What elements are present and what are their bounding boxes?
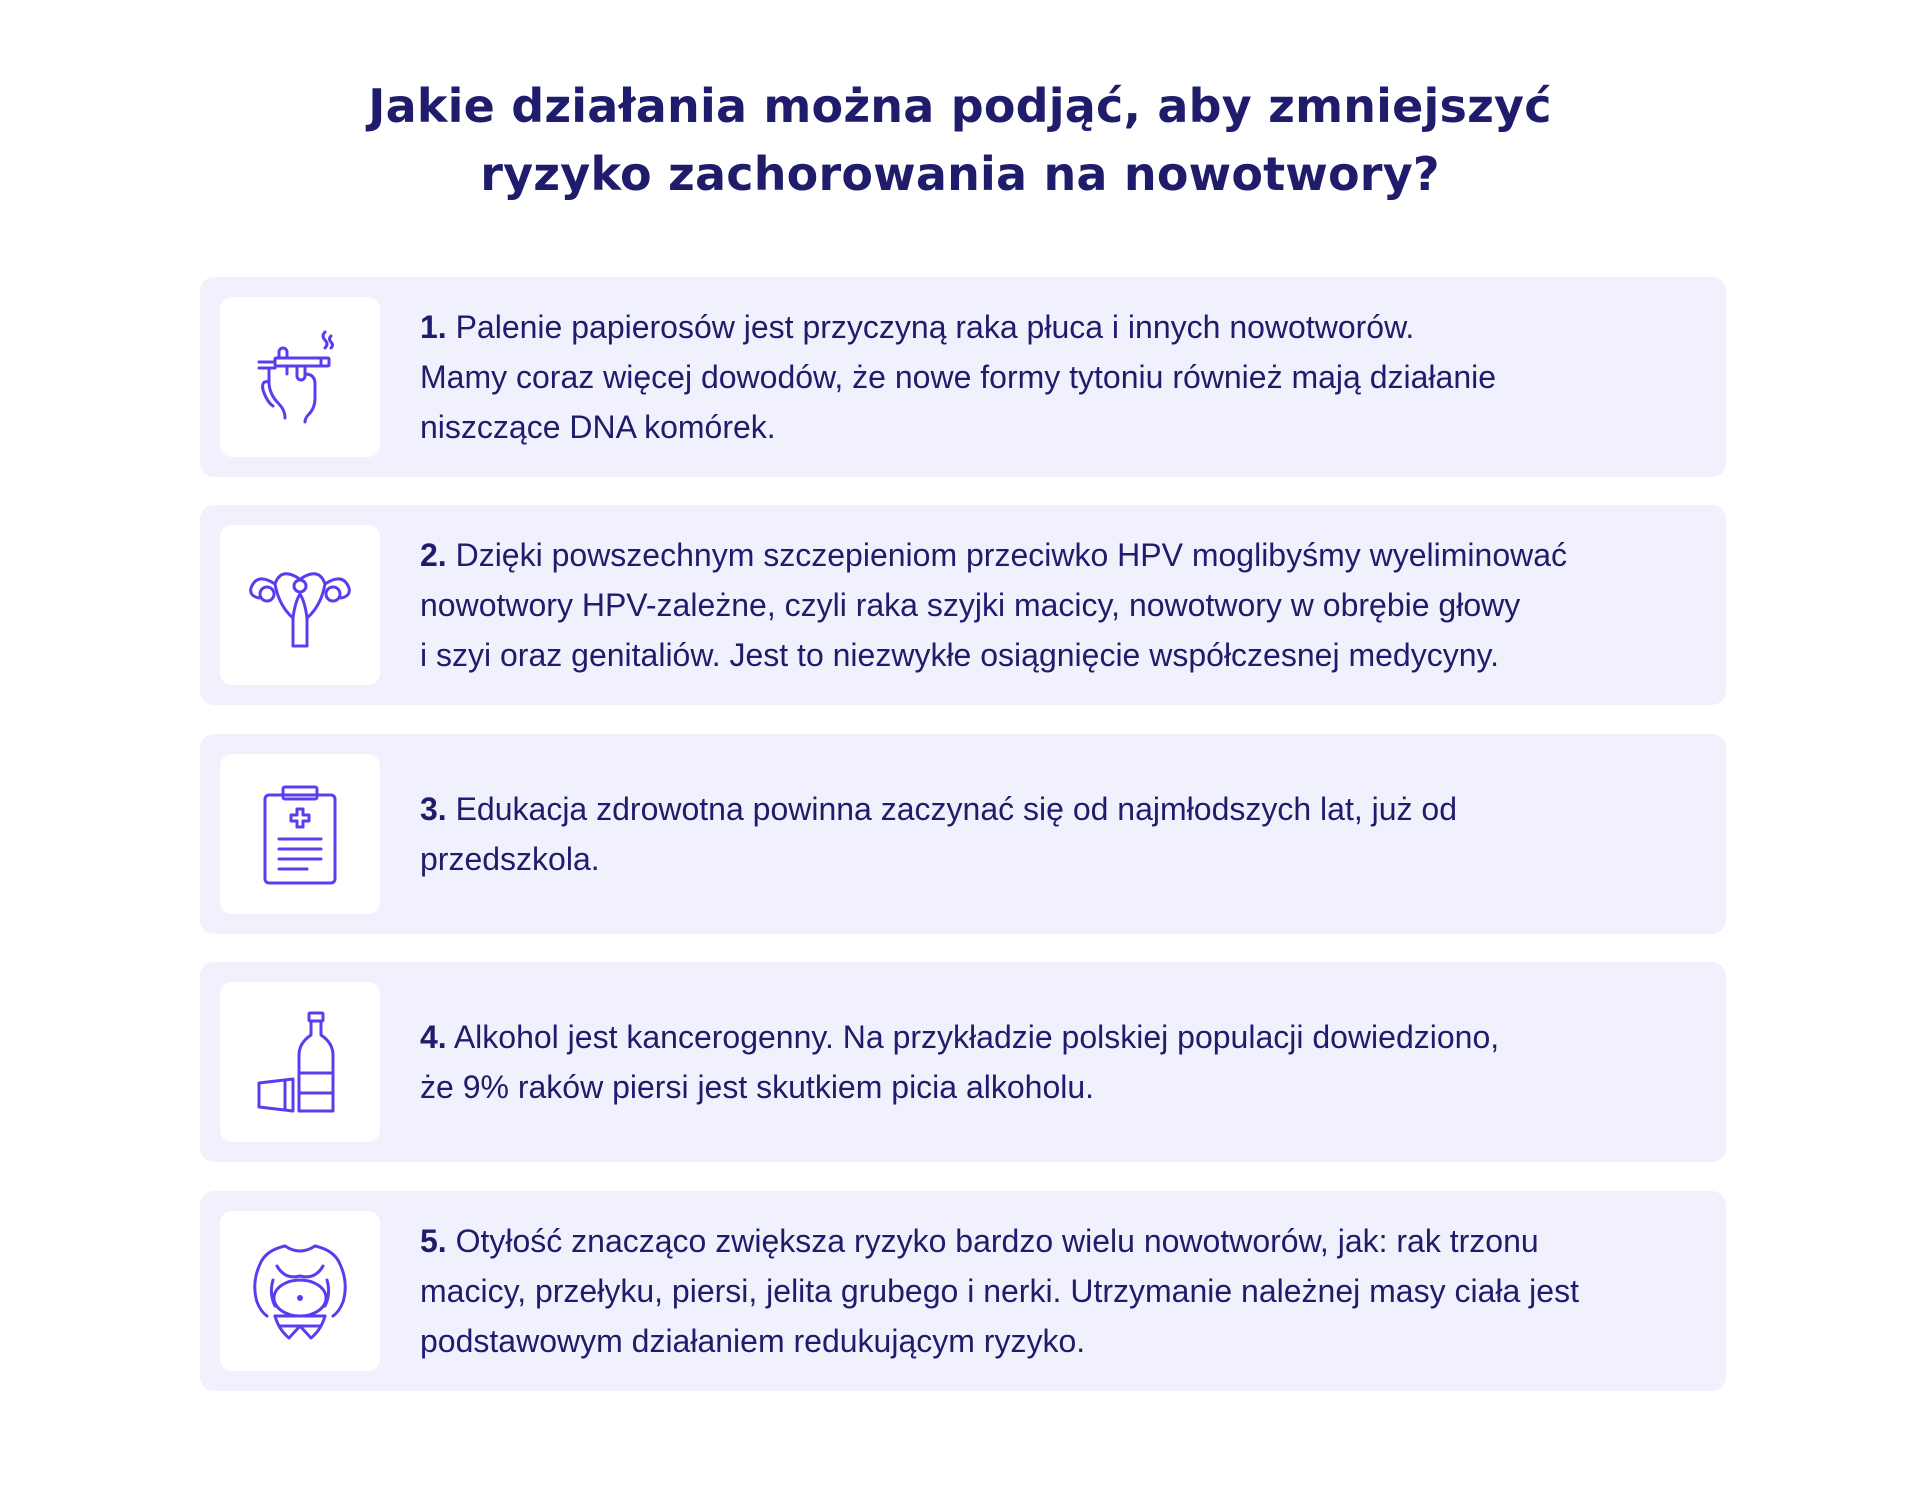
tip-card-2 (200, 505, 1726, 705)
alcohol-bottle-icon (245, 1007, 355, 1117)
tip-line: że 9% raków piersi jest skutkiem picia alkoholu. (420, 1069, 1095, 1105)
tip-card-1-text (420, 277, 1710, 477)
tip-number: 4. (420, 1019, 447, 1055)
tip-line: Dzięki powszechnym szczepieniom przeciwko HPV moglibyśmy wyeliminować (455, 537, 1568, 573)
tip-line: Edukacja zdrowotna powinna zaczynać się od najmłodszych lat, już od (455, 791, 1458, 827)
tip-number: 1. (420, 309, 447, 345)
tip-card-5-text (420, 1191, 1710, 1391)
tip-number: 2. (420, 537, 447, 573)
tip-card-1-icon-box (220, 297, 380, 457)
tip-line: przedszkola. (420, 841, 600, 877)
tip-card-5 (200, 1191, 1726, 1391)
tip-line: nowotwory HPV-zależne, czyli raka szyjki macicy, nowotwory w obrębie głowy (420, 587, 1521, 623)
tip-line: Alkohol jest kancerogenny. Na przykładzie polskiej populacji dowiedziono, (453, 1019, 1500, 1055)
tip-number: 5. (420, 1223, 447, 1259)
tip-number: 3. (420, 791, 447, 827)
obese-body-icon (245, 1236, 355, 1346)
tip-card-3-text (420, 734, 1710, 934)
tip-line: podstawowym działaniem redukującym ryzyko. (420, 1323, 1086, 1359)
tip-card-2-text (420, 505, 1710, 705)
medical-clipboard-icon (245, 779, 355, 889)
tip-card-5-icon-box (220, 1211, 380, 1371)
tip-card-3-icon-box (220, 754, 380, 914)
tip-card-4-text (420, 962, 1710, 1162)
tip-card-4 (200, 962, 1726, 1162)
tip-line: Palenie papierosów jest przyczyną raka płuca i innych nowotworów. (455, 309, 1415, 345)
tip-card-1 (200, 277, 1726, 477)
tip-card-4-icon-box (220, 982, 380, 1142)
tip-line: macicy, przełyku, piersi, jelita grubego i nerki. Utrzymanie należnej masy ciała jest (420, 1273, 1579, 1309)
page-title-line-2: ryzyko zachorowania na nowotwory? (480, 147, 1440, 201)
page-title (0, 72, 1920, 208)
tip-line: Mamy coraz więcej dowodów, że nowe formy tytoniu również mają działanie (420, 359, 1497, 395)
tip-card-3 (200, 734, 1726, 934)
cigarette-hand-icon (245, 322, 355, 432)
tip-line: Otyłość znacząco zwiększa ryzyko bardzo wielu nowotworów, jak: rak trzonu (455, 1223, 1539, 1259)
tip-line: i szyi oraz genitaliów. Jest to niezwykłe osiągnięcie współczesnej medycyny. (420, 637, 1499, 673)
uterus-icon (245, 550, 355, 660)
page-title-line-1: Jakie działania można podjąć, aby zmniejszyć (368, 79, 1552, 133)
tip-card-2-icon-box (220, 525, 380, 685)
tip-line: niszczące DNA komórek. (420, 409, 776, 445)
